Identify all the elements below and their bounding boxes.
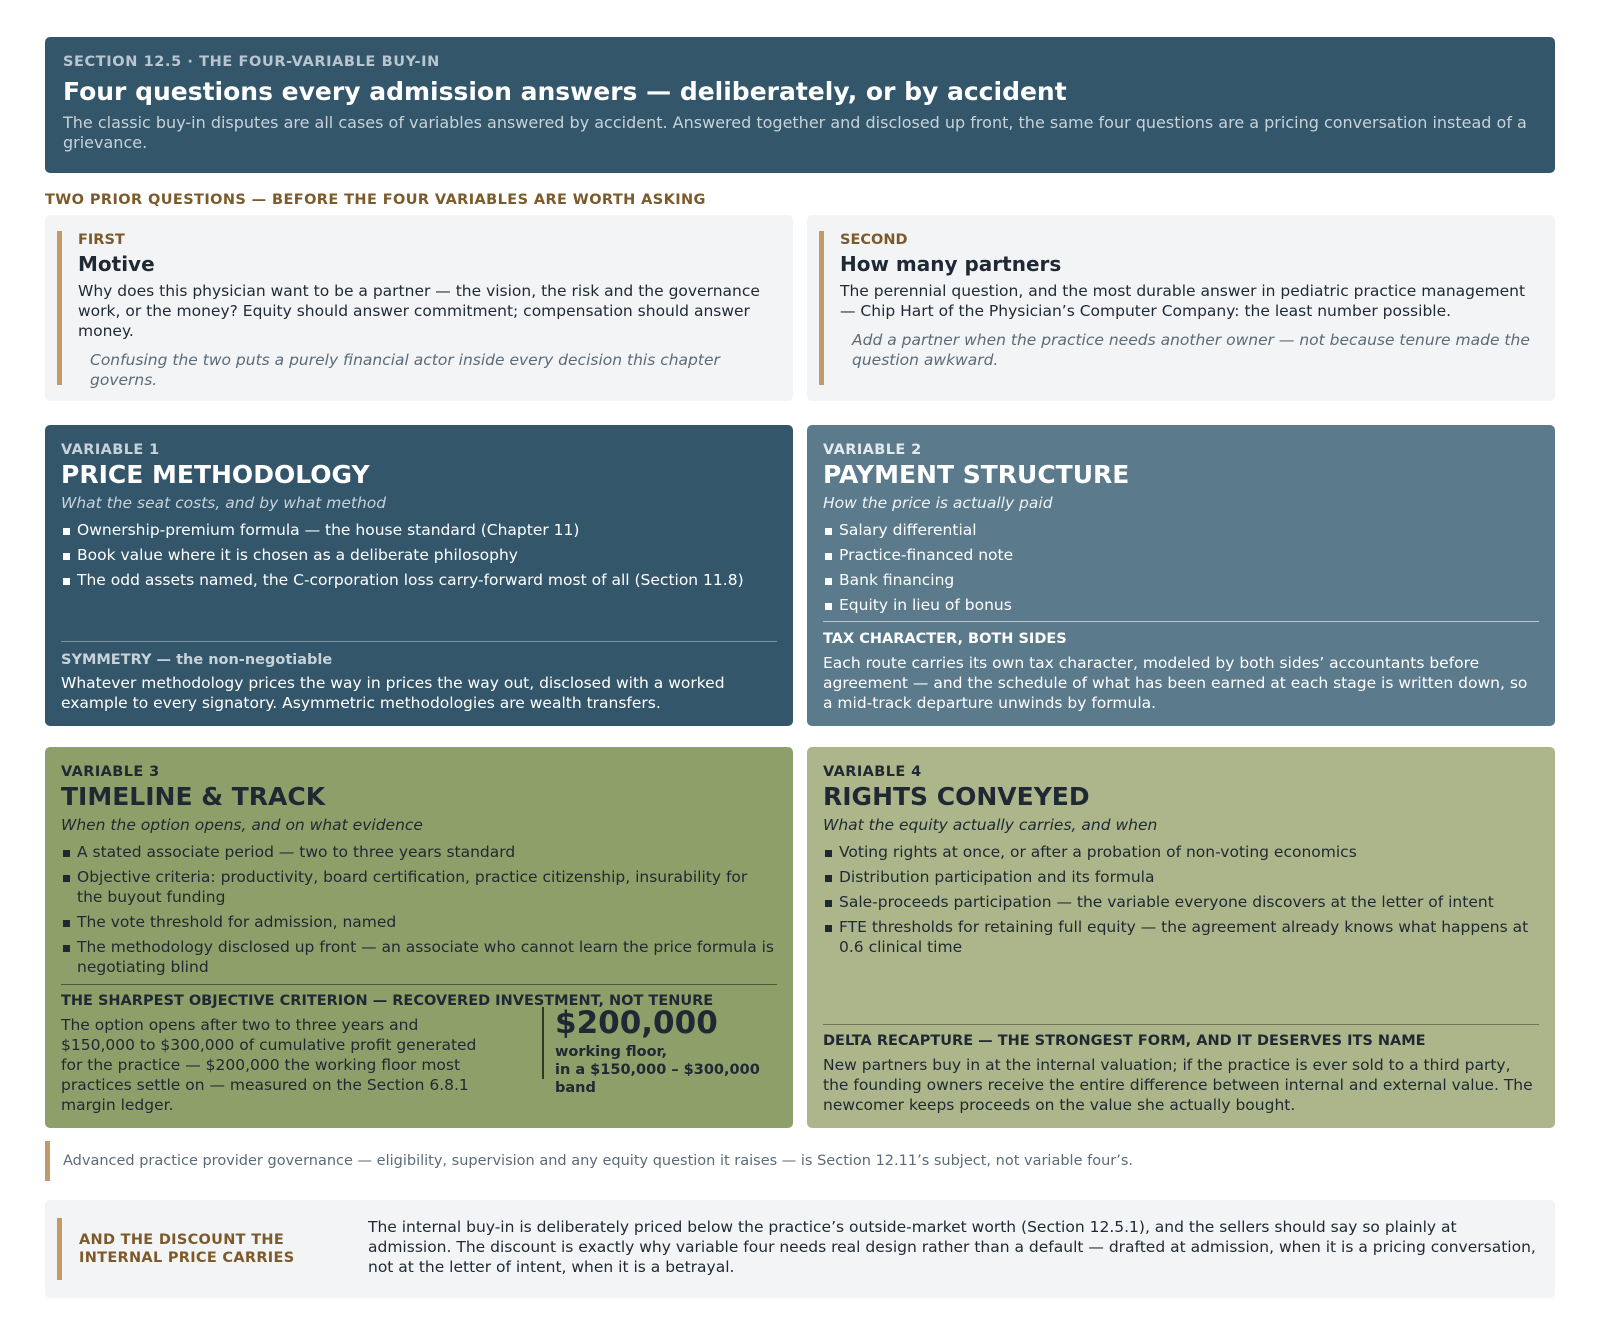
variable-subtitle: What the seat costs, and by what method — [61, 494, 387, 512]
prior-body: Why does this physician want to be a partner — the vision, the risk and the governance work, or the money? Equity should answer commitment; compensation should answer money. — [78, 282, 760, 340]
list-item: Book value where it is chosen as a deliberate philosophy — [61, 545, 777, 565]
apn-governance-note: Advanced practice provider governance — eligibility, supervision and any equity question it raises — is Section 12.11’s subject, not variable four’s. — [45, 1141, 1145, 1181]
variable-list — [823, 520, 1539, 615]
list-item: Voting rights at once, or after a probation of non-voting economics — [823, 842, 1539, 862]
list-item: Equity in lieu of bonus — [823, 595, 1539, 615]
section-header — [45, 37, 1555, 173]
list-item: Practice-financed note — [823, 545, 1539, 565]
page-title: Four questions every admission answers — deliberately, or by accident — [63, 77, 1067, 106]
list-item: The vote threshold for admission, named — [61, 912, 777, 932]
variable-title: TIMELINE & TRACK — [61, 782, 326, 811]
variable-subbody: Each route carries its own tax character, modeled by both sides’ accountants before agreement — and the schedule of what has been earned at each stage is written down, so a mid-track departure unwinds by formula. — [823, 654, 1528, 712]
variable-subtitle: What the equity actually carries, and when — [823, 816, 1158, 834]
prior-title: How many partners — [840, 252, 1062, 276]
discount-panel — [45, 1200, 1555, 1298]
divider — [61, 641, 777, 642]
list-item: The methodology disclosed up front — an associate who cannot learn the price formula is negotiating blind — [61, 937, 777, 977]
figure-value: $200,000 — [555, 1005, 718, 1041]
divider — [823, 1024, 1539, 1025]
list-item: A stated associate period — two to three years standard — [61, 842, 777, 862]
prior-card-first — [45, 215, 793, 401]
prior-title: Motive — [78, 252, 155, 276]
variable-subhead: THE SHARPEST OBJECTIVE CRITERION — RECOVERED INVESTMENT, NOT TENURE — [61, 993, 714, 1009]
variable-subhead: DELTA RECAPTURE — THE STRONGEST FORM, AND IT DESERVES ITS NAME — [823, 1033, 1426, 1049]
figure-caption-line1: working floor, — [555, 1044, 668, 1060]
variable-tag: VARIABLE 3 — [61, 764, 160, 780]
variable-subtitle: How the price is actually paid — [823, 494, 1053, 512]
variable-subbody: New partners buy in at the internal valuation; if the practice is ever sold to a third party, the founding owners receive the entire difference between internal and external value. The newcomer keeps proceeds on the value she actually bought. — [823, 1056, 1533, 1114]
variable-subbody: Whatever methodology prices the way in prices the way out, disclosed with a worked example to every signatory. Asymmetric methodologies are wealth transfers. — [61, 674, 725, 712]
variable-subtitle: When the option opens, and on what evidence — [61, 816, 423, 834]
variable-title: RIGHTS CONVEYED — [823, 782, 1090, 811]
variable-card-rights-conveyed — [807, 747, 1555, 1128]
variable-subhead: TAX CHARACTER, BOTH SIDES — [823, 631, 1067, 647]
prior-body: The perennial question, and the most durable answer in pediatric practice management — Chip Hart of the Physician’s Computer Company: the least number possible. — [840, 282, 1526, 320]
discount-text: The internal buy-in is deliberately priced below the practice’s outside-market worth (Section 12.5.1), and the sellers should say so plainly at admission. The discount is exactly why variable four needs real design rather than a default — drafted at admission, when it is a pricing conversation, not at the letter of intent, when it is a betrayal. — [368, 1218, 1536, 1276]
prior-tag: SECOND — [840, 232, 908, 248]
page-subtitle: The classic buy-in disputes are all cases of variables answered by accident. Answered together and disclosed up front, the same four questions are a pricing conversation instead of a grievance. — [63, 113, 1527, 152]
variable-tag: VARIABLE 1 — [61, 442, 160, 458]
prior-questions-label: TWO PRIOR QUESTIONS — BEFORE THE FOUR VARIABLES ARE WORTH ASKING — [45, 192, 706, 208]
working-floor-figure — [542, 1005, 782, 1096]
list-item: Sale-proceeds participation — the variable everyone discovers at the letter of intent — [823, 892, 1539, 912]
variable-tag: VARIABLE 2 — [823, 442, 922, 458]
figure-caption-line2: in a $150,000 – $300,000 band — [555, 1062, 760, 1096]
variable-list — [823, 842, 1539, 957]
list-item: FTE thresholds for retaining full equity — the agreement already knows what happens at 0.6 clinical time — [823, 917, 1539, 957]
list-item: The odd assets named, the C-corporation loss carry-forward most of all (Section 11.8) — [61, 570, 777, 590]
prior-note: Add a partner when the practice needs another owner — not because tenure made the question awkward. — [852, 331, 1530, 369]
list-item: Distribution participation and its formula — [823, 867, 1539, 887]
prior-note: Confusing the two puts a purely financial actor inside every decision this chapter governs. — [90, 351, 720, 389]
variable-card-timeline-track — [45, 747, 793, 1128]
variable-list — [61, 842, 777, 977]
variable-card-payment-structure — [807, 425, 1555, 726]
variable-title: PAYMENT STRUCTURE — [823, 460, 1130, 489]
section-kicker: SECTION 12.5 · THE FOUR-VARIABLE BUY-IN — [63, 54, 440, 70]
variable-list — [61, 520, 777, 590]
divider — [823, 621, 1539, 622]
variable-title: PRICE METHODOLOGY — [61, 460, 370, 489]
list-item: Bank financing — [823, 570, 1539, 590]
variable-subhead: SYMMETRY — the non-negotiable — [61, 652, 333, 668]
list-item: Objective criteria: productivity, board certification, practice citizenship, insurability for the buyout funding — [61, 867, 777, 907]
divider — [61, 984, 777, 985]
variable-subbody: The option opens after two to three years and $150,000 to $300,000 of cumulative profit generated for the practice — $200,000 the working floor most practices settle on — measured on the Section 6.8.1 margin ledger. — [61, 1016, 477, 1114]
variable-tag: VARIABLE 4 — [823, 764, 922, 780]
list-item: Salary differential — [823, 520, 1539, 540]
discount-label: AND THE DISCOUNT THE INTERNAL PRICE CARRIES — [57, 1218, 347, 1280]
prior-card-second — [807, 215, 1555, 401]
prior-card-content — [819, 231, 1539, 385]
prior-tag: FIRST — [78, 232, 125, 248]
list-item: Ownership-premium formula — the house standard (Chapter 11) — [61, 520, 777, 540]
variable-card-price-methodology — [45, 425, 793, 726]
prior-card-content — [57, 231, 777, 389]
